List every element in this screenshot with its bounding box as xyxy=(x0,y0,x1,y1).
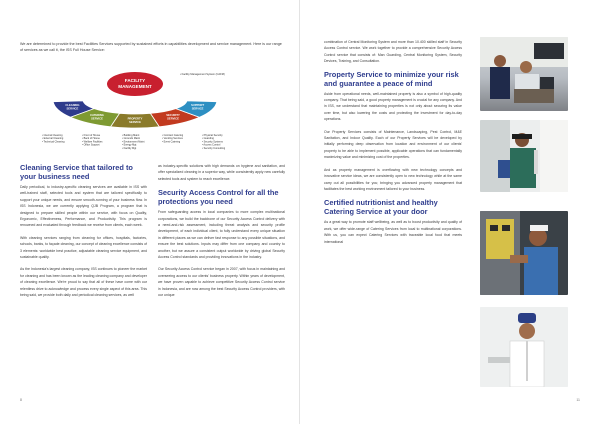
service-item: • External Cleaning xyxy=(42,137,64,141)
segment-label: CATERING xyxy=(90,113,104,117)
service-item: • Internal Cleaning xyxy=(42,134,63,137)
service-item: • Security Systems xyxy=(202,140,223,144)
service-item: • Access Control xyxy=(202,143,221,147)
col2-lead: as industry-specific solutions with high demands on hygiene and sanitation, and offer specialized cleaning in a superior way, while consistently apply new carefully selected tools and system to reach excellence. xyxy=(158,164,285,181)
left-column-2 xyxy=(158,163,285,299)
security-p2: Our Security Access Control service began in 2007, with focus in maintaining and overseeing access to our clients' business property. Within years of development, we have proven capable to achieve competitive Security Access Control service in Indonesia, and are now among the best Security Access Control providers, with our unique xyxy=(158,267,285,298)
segment-label: SERVICE xyxy=(66,107,79,111)
service-item: • Welfare Facilities xyxy=(82,140,103,144)
cleaning-staff-photo xyxy=(480,120,568,192)
service-item: • Grounds Maint xyxy=(122,137,140,141)
intro-text: We are determined to provide the best Facilities Services supported by sustained efforts in capabilities development and service management. Here is our range of services as we call it, the ISS Full House Service: xyxy=(20,42,282,52)
segment-label: SECURITY xyxy=(166,113,180,117)
service-item: • Physical Security xyxy=(202,134,223,137)
cleaning-p3: As the Indonesia's largest cleaning company, ISS continues to pioneer the market for cleaning and has been known as the leading cleaning company and developer of cleaning excellence. We're proud to say that all of these have come with our relentless drive to acknowledge and process every single aspect of this area. This being said, we provide both daily and periodical cleaning services, as well xyxy=(20,267,147,298)
service-item: • Back of House xyxy=(82,137,100,141)
segment-label: SERVICE xyxy=(191,107,204,111)
center-label-1: FACILITY xyxy=(124,78,146,83)
segment-label: SERVICE xyxy=(129,121,141,125)
service-item: • Building Maint xyxy=(122,134,140,137)
center-note: • Facility Management System (CAFM) xyxy=(180,73,225,76)
segment-label: PROPERTY xyxy=(127,117,143,121)
service-item: • Guarding xyxy=(202,137,214,141)
right-column xyxy=(324,39,462,245)
facility-management-diagram xyxy=(30,60,280,150)
right-page xyxy=(300,0,600,424)
segment-label: CLEANING xyxy=(65,103,80,107)
property-heading: Property Service to minimize your risk and guarantee a peace of mind xyxy=(324,69,459,88)
property-p2: Our Property Services consists of Maintenance, Landscaping, Pest Control, M&E Sanitation, and Indoor Quality. Each of our Property Services will be developed by initially performing deep observation from location and environment of our clients' property to be able to implement possible, applicable operations that can fundamentally maximizing value and minimizing cost of the properties. xyxy=(324,129,462,160)
service-item: • Security Consulting xyxy=(202,146,226,150)
segment-label: SERVICE xyxy=(91,117,103,121)
cleaning-p1: Daily periodical, to industry-specific cleaning services are available in ISS with well-trained staff, selected tools and system that are tailored specifically to support your unique needs, and ensure smooth-running of your business flow. In ISS Indonesia, we are currently applying QJB Program, a program that is designed to prepare skilled people within our service, with focus on Quality, Ergonomic, Effectiveness, Performance, and Productivity. This program is renowned and evaluated through feedback we receive from clients, each week. xyxy=(20,185,147,228)
property-p1: Aside from operational needs, well-maintained property is also a symbol of high-quality company. That being said, a good property management is crucial for any company. And in ISS, we understand that maintaining properties is not only about securing its value over time, but also lowering the costs and protecting the investment for day-to-day operations. xyxy=(324,91,462,122)
cleaning-heading: Cleaning Service that tailored to your business need xyxy=(20,163,133,181)
property-p3: And as property management is overflowing with new technology concepts and innovative service ideas, we are consistently open to new technology while at the same carry out all possibilities for you; bringing you advanced property management that facilitates the best working environment tailored to your business. xyxy=(324,167,462,191)
catering-heading: Certified nutritionist and healthy Catering Service at your door xyxy=(324,198,438,217)
page-number-right: 11 xyxy=(576,398,580,402)
catering-p1: As a great way to promote staff wellbeing, as well as to boost productivity and quality of work, we offer wide-range of Catering Services from local to multinational corporations. With us, you can expect Catering Services with traceable local food that meets international xyxy=(324,220,462,244)
service-item: • Front of House xyxy=(82,134,101,137)
security-heading: Security Access Control for all the protections you need xyxy=(158,188,279,207)
cleaning-p2: With cleaning services ranging from cleaning for offices, hospitals, factories, schools, banks, to façade cleaning, our concept of cleaning excellence consists of 3 elements: worldwide best practice, adjustable cleaning service equipment, and sustainable quality. xyxy=(20,235,147,260)
service-item: • Environment Maint xyxy=(122,140,145,144)
service-item: • Contract Catering xyxy=(162,134,184,137)
service-item: • Event Catering xyxy=(162,140,181,144)
security-team-photo xyxy=(480,37,568,111)
security-p1: From safeguarding access in local companies to more complex multinational corporations, we build the backbone of our Security Access Control delivery with a need-and-risk assessment, including threat analysis and security profile development, of each individual client, to fully understand every unique situation in different places as we can deliver fast response to any possible situations, and ensure the best solutions. Inputs may differ from one company and country to another, but we assure a consistent output worldwide by driving global Security Access Control standards and providing innovations in the industry. xyxy=(158,210,285,260)
service-item: • Office Support xyxy=(82,143,100,147)
left-column-1 xyxy=(20,163,147,299)
segment-label: SERVICE xyxy=(167,117,179,121)
technician-photo xyxy=(480,211,568,295)
chef-photo xyxy=(480,307,568,387)
service-item: • Energy Mgt xyxy=(122,143,137,147)
service-item: • Facility Mgt xyxy=(122,146,137,150)
service-item: • Technical Cleaning xyxy=(42,140,65,144)
center-label-2: MANAGEMENT xyxy=(118,84,152,89)
segment-label: SUPPORT xyxy=(191,103,205,107)
page-number-left: 8 xyxy=(20,398,22,402)
col3-lead: combination of Central Monitoring System and more than 10.400 skilled staff in Security Access Control service. We work together to provide a comprehensive Security Access Control service that consists of: Man Guarding, Central Monitoring System, Security Devices, Training, and Consultation. xyxy=(324,40,462,64)
service-item: • Vending Services xyxy=(162,137,183,141)
